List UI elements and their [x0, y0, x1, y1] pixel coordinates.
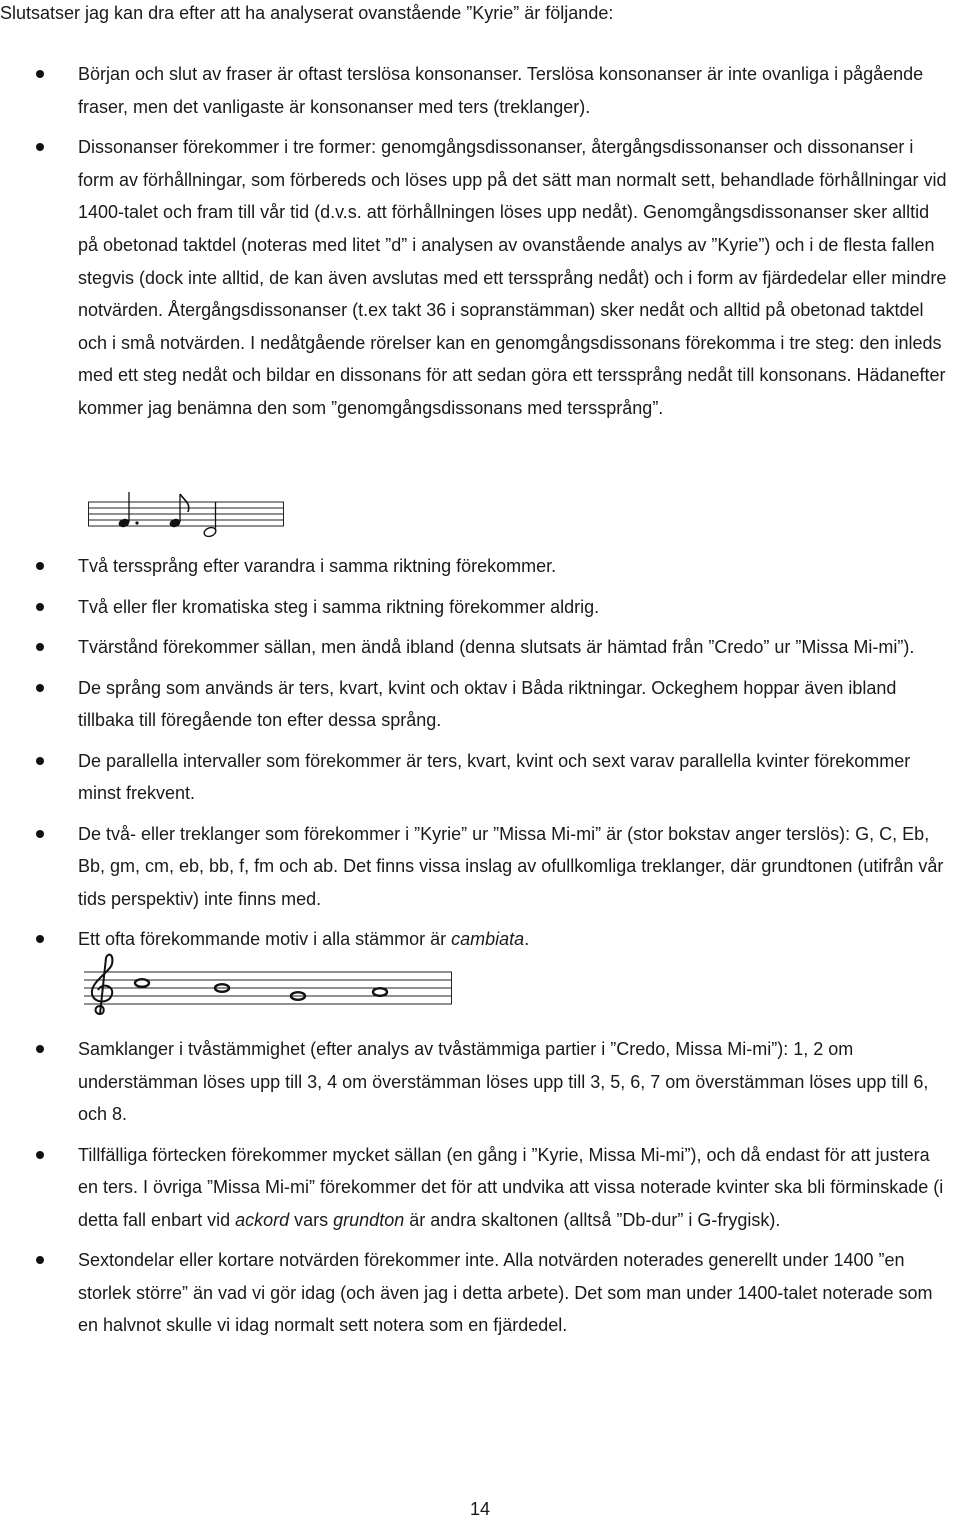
- text-run: Början och slut av fraser är oftast terslösa konsonanser. Terslösa konsonanser är inte ovanliga i pågående fraser, men det vanligaste är konsonanser med ters (treklanger).: [78, 64, 924, 117]
- bullet-icon: [36, 1045, 44, 1053]
- bullet-icon: [36, 684, 44, 692]
- bullet-text: [78, 923, 953, 956]
- music-example-genomgangsdissonans: [88, 490, 288, 538]
- bullet-text: [78, 591, 953, 624]
- text-run: Två eller fler kromatiska steg i samma riktning förekommer aldrig.: [78, 596, 600, 617]
- italic-term: cambiata: [451, 929, 525, 949]
- bullet-item: [0, 923, 960, 956]
- bullet-item: [0, 818, 960, 916]
- text-run: Ett ofta förekommande motiv i alla stämmor är: [78, 929, 452, 949]
- text-run: De språng som används är ters, kvart, kvint och oktav i Båda riktningar. Ockeghem hoppar även ibland tillbaka till föregående ton efter dessa språng.: [78, 677, 897, 730]
- bullet-text: [78, 58, 953, 123]
- bullet-text: [78, 131, 953, 424]
- bullet-item: [0, 631, 960, 664]
- bullet-text: [78, 818, 953, 916]
- bullet-text: [78, 631, 953, 664]
- bullet-item: [0, 131, 960, 424]
- bullet-item: [0, 745, 960, 810]
- text-run: .: [524, 929, 530, 949]
- bullet-icon: [36, 1151, 44, 1159]
- bullet-icon: [36, 935, 44, 943]
- bullet-icon: [36, 70, 44, 78]
- treble-clef-icon: [92, 955, 113, 1014]
- italic-term: ackord: [235, 1209, 290, 1230]
- bullet-item: [0, 1033, 960, 1131]
- text-run: Två terssprång efter varandra i samma riktning förekommer.: [78, 556, 557, 576]
- text-run: Tvärstånd förekommer sällan, men ändå ibland (denna slutsats är hämtad från ”Credo” ur ”Missa Mi-mi”).: [78, 637, 915, 657]
- bullet-text: [78, 1139, 953, 1237]
- bullet-icon: [36, 757, 44, 765]
- bullet-item: [0, 550, 960, 583]
- text-run: Samklanger i tvåstämmighet (efter analys av tvåstämmiga partier i ”Credo, Missa Mi-mi”): 1, 2 om understämman löses upp till 3, 4 om överstämman löses upp till 3, 5, 6, 7 om överstämman löses upp till 6, och 8.: [78, 1039, 929, 1124]
- bullet-text: [78, 1033, 953, 1131]
- bullet-item: [0, 1139, 960, 1237]
- text-run: Dissonanser förekommer i tre former: genomgångsdissonanser, återgångsdissonanser och dissonanser i form av förhållningar, som förbereds och löses upp på det sätt man normalt sett, behandlade förhållningar vid 1400-talet och fram till vår tid (d.v.s. att förhållningen löses upp nedåt). Genomgångsdissonanser sker alltid på obetonad taktdel (noteras med litet ”d” i analysen av ovanstående analys av ”Kyrie”) och i de flesta fallen stegvis (dock inte alltid, de kan även avslutas med ett terssprång nedåt) och i form av fjärdedelar eller mindre notvärden. Återgångsdissonanser (t.ex takt 36 i sopranstämman) sker nedåt och alltid på obetonad taktdel och i små notvärden. I nedåtgående rörelser kan en genomgångsdissonans förekomma i tre steg: den inleds med ett steg nedåt och bildar en dissonans för att sedan göra ett terssprång nedåt till konsonans. Hädanefter kommer jag benämna den som ”genomgångsdissonans med terssprång”.: [78, 137, 947, 418]
- bullet-list-3: [0, 1033, 960, 1350]
- bullet-icon: [36, 830, 44, 838]
- bullet-icon: [36, 1256, 44, 1264]
- bullet-text: [78, 672, 953, 737]
- text-run: De parallella intervaller som förekommer är ters, kvart, kvint och sext varav parallella kvinter förekommer minst frekvent.: [78, 750, 911, 803]
- text-run: är andra skaltonen (alltså ”Db-dur” i G-frygisk).: [404, 1209, 781, 1230]
- bullet-text: [78, 1244, 953, 1342]
- bullet-text: [78, 745, 953, 810]
- bullet-icon: [36, 143, 44, 151]
- intro-sentence: Slutsatser jag kan dra efter att ha analyserat ovanstående ”Kyrie” är följande:: [0, 3, 614, 23]
- bullet-text: [78, 550, 953, 583]
- bullet-list-1: [0, 58, 960, 433]
- music-example-cambiata: [84, 952, 456, 1022]
- bullet-icon: [36, 603, 44, 611]
- bullet-icon: [36, 562, 44, 570]
- bullet-item: [0, 1244, 960, 1342]
- bullet-list-2: [0, 550, 960, 964]
- bullet-item: [0, 672, 960, 737]
- bullet-icon: [36, 643, 44, 651]
- italic-term: grundton: [333, 1209, 405, 1230]
- page-number: 14: [469, 1499, 491, 1519]
- text-run: De två- eller treklanger som förekommer i ”Kyrie” ur ”Missa Mi-mi” är (stor bokstav anger terslös): G, C, Eb, Bb, gm, cm, eb, bb, f, fm och ab. Det finns vissa inslag av ofullkomliga treklanger, där grundtonen (utifrån vår tids perspektiv) inte finns med.: [78, 823, 944, 909]
- text-run: Sextondelar eller kortare notvärden förekommer inte. Alla notvärden noterades generellt under 1400 ”en storlek större” än vad vi gör idag (och även jag i detta arbete). Det som man under 1400-talet noterade som en halvnot skulle vi idag normalt sett notera som en fjärdedel.: [78, 1250, 933, 1335]
- text-run: Tillfälliga förtecken förekommer mycket sällan (en gång i ”Kyrie, Missa Mi-mi”), och då endast för att justera en ters. I övriga ”Missa Mi-mi” förekommer det för att undvika att vissa noterade kvinter ska bli förminskade (i detta fall enbart vid: [78, 1144, 944, 1230]
- bullet-item: [0, 591, 960, 624]
- bullet-item: [0, 58, 960, 123]
- text-run: vars: [289, 1209, 334, 1230]
